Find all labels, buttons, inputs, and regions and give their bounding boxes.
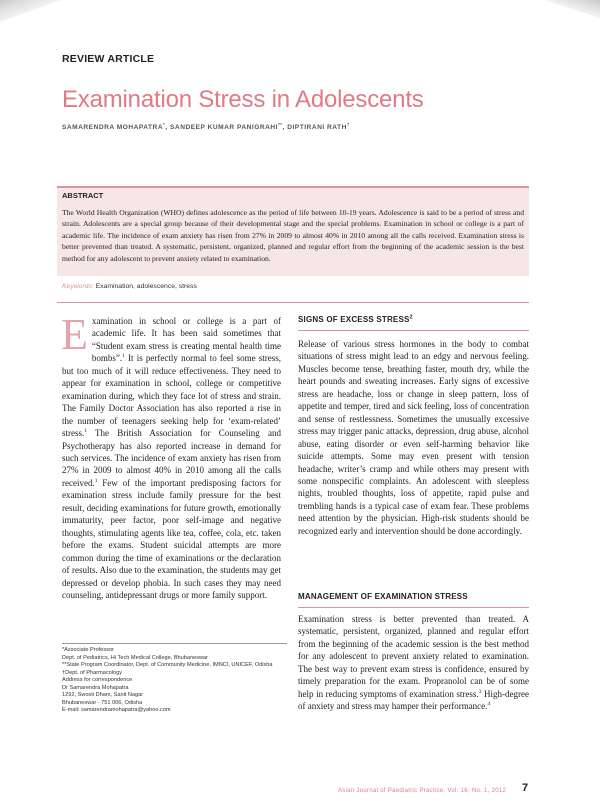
footnote-line: 1292, Swosti Dham, Sanit Nagar [62, 692, 144, 698]
section-heading-signs [298, 315, 529, 331]
article-title: Examination Stress in Adolescents [62, 86, 424, 113]
author-mark: ** [278, 122, 283, 127]
signs-paragraph: Release of various stress hormones in the body to combat situations of stress might lead to an edgy and nervous feeling. Muscles become tense, breathing faster, mouth dry, while the heart pounds and sweating increases. Early signs of excessive stress are headache, loss or change in sleep pattern, loss of appetite and temper, tired and sick feeling, loss of concentration and sense of restlessness. Sometimes the unusually excessive stress may trigger panic attacks, depression, drug abuse, alcohol abuse, eating disorder or even self-harming behavior like suicide attempts. Some may even present with tension headache, writer’s cramp and while others may present with some nonspecific complaints. An adolescent with sleepless nights, troubled thoughts, loss of appetite, rapid pulse and trembling hands is a typical case of exam fear. These problems need attention by the physician. High-risk students should be recognized early and intervention should be done accordingly. [298, 339, 529, 536]
footnote-line: Bhubaneswar - 751 006, Odisha [62, 699, 143, 706]
author-mark: * [163, 122, 166, 127]
paragraph-text: High-degree of anxiety and stress may hamper their performance. [298, 688, 529, 712]
abstract-heading: ABSTRACT [62, 191, 104, 200]
heading-underline [298, 607, 529, 608]
abstract-text: The World Health Organization (WHO) defines adolescence as the period of life between 10-19 years. Adolescence is said to be a period of stress and strain. Adolescents are a special group because of their developmental stage and the special problems. Examination in school or college is a part of academic life. The incidence of exam anxiety has risen from 27% in 2009 to almost 40% in 2010 among all the calls received. Examination stress is better prevented than treated. A systematic, persistent, organized, planned and regular effort from the beginning of the academic session is the best method for any adolescent to prevent anxiety related to examination. [62, 208, 524, 263]
page-corner-shadow [0, 0, 600, 30]
abstract-box [57, 186, 529, 276]
footnote-line: *Associate Professor [62, 647, 114, 653]
journal-citation: Asian Journal of Paediatric Practice, Vol. 16, No. 1, 2012 [338, 788, 507, 794]
reference-mark: 3 [478, 688, 482, 695]
footnotes [62, 643, 287, 715]
footnote-line: Address for correspondence [62, 677, 133, 683]
heading-underline [298, 330, 529, 331]
footnote-line: E-mail: samarendramohapatra@yahoo.com [62, 707, 171, 713]
keywords-label: Keywords: [62, 283, 94, 290]
section-label: REVIEW ARTICLE [62, 53, 155, 65]
footnote-line: **State Program Coordinator, Dept. of Community Medicine, IMNCI, UNICEF, Odisha [62, 662, 273, 668]
body-left-column [61, 310, 281, 601]
footnote-line: Dept. of Pediatrics, Hi Tech Medical College, Bhubaneswar [62, 654, 209, 661]
author-name: DIPTIRANI RATH [287, 124, 347, 132]
heading-text: SIGNS OF EXCESS STRESS [298, 315, 410, 324]
section-divider [57, 302, 529, 303]
management-paragraph [298, 613, 529, 713]
footnote-line: †Dept. of Pharmacology [62, 669, 123, 676]
reference-mark: 1 [122, 353, 125, 360]
drop-cap: E [61, 310, 88, 359]
author-name: SANDEEP KUMAR PANIGRAHI [170, 124, 279, 132]
keywords-text: Examination, adolescence, stress [95, 283, 197, 290]
reference-mark: 1 [94, 477, 98, 484]
paragraph-text: xamination in school or college is a part of academic life. It has been said sometimes that “Student exam stress is creating mental health time bombs”. [91, 316, 281, 364]
reference-mark: 4 [487, 701, 491, 708]
section-heading-management [298, 592, 529, 608]
paragraph-text: The British Association for Counseling and Psychotherapy has also reported increase in demand for such services. The incidence of exam anxiety has risen from 27% in 2009 to almost 40% in 2010 among all the calls received. [62, 428, 281, 488]
paragraph-text: It is perfectly normal to feel some stress, but too much of it will reduce effectiveness. They need to appear for examination in school, college or competitive examination during, which they face lot of stress and strain. The Family Doctor Association has also reported a rise in the number of teenagers seeking help for ‘exam-related’ stress. [62, 353, 281, 439]
paragraph-text: Few of the important predisposing factors for examination stress include family pressure for the best result, deciding examinations for future growth, emotionally immaturity, peer factor, poor self-image and negative thoughts, stimulating agents like tea, coffee, cola, etc. taken before the exams. Student suicidal attempts are more common during the time of examinations or the declaration of results. Also due to the examination, the students may get depressed or develop phobia. In such cases they may need counseling, antidepressant drugs or more family support. [62, 477, 281, 600]
author-mark: † [346, 122, 350, 127]
reference-mark: 2 [409, 314, 413, 321]
reference-mark: 1 [84, 428, 87, 435]
author-name: SAMARENDRA MOHAPATRA [62, 124, 164, 132]
footnote-line: Dr Samarendra Mohapatra [62, 684, 129, 691]
keywords [62, 283, 197, 290]
page-number: 7 [522, 782, 529, 794]
paragraph-text: Examination stress is better prevented than treated. A systematic, persistent, organized, planned and regular effort from the beginning of the academic session is the best method for any adolescent to prevent anxiety related to examination. The best way to prevent exam stress is confidence, ensured by timely preparation for the exam. Propranolol can be of some help in reducing symptoms of examination stress. [298, 614, 529, 699]
heading-text: MANAGEMENT OF EXAMINATION STRESS [298, 592, 468, 601]
author-list: SAMARENDRA MOHAPATRA*, SANDEEP KUMAR PANIGRAHI**, DIPTIRANI RATH† [62, 122, 350, 132]
